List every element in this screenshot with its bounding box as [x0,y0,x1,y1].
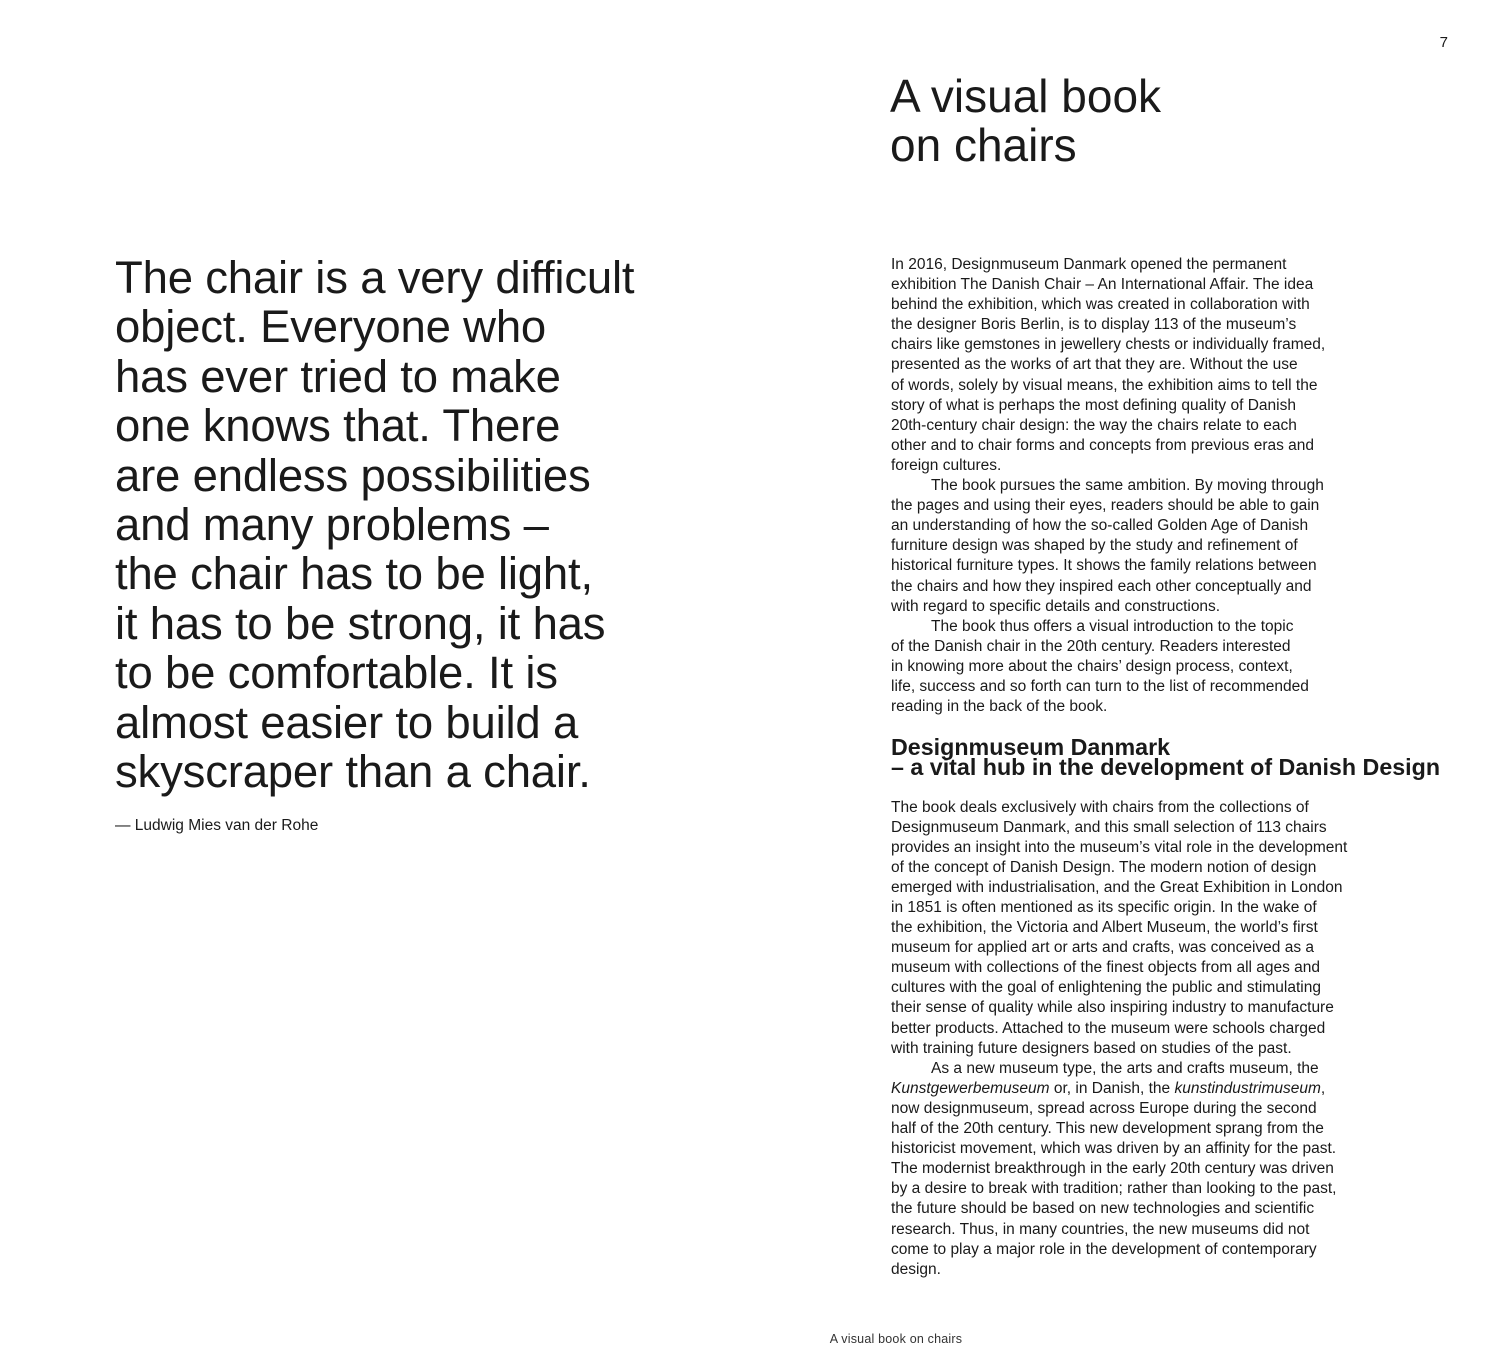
text-line: the pages and using their eyes, readers should be able to gain [891,497,1320,515]
text-line: historicist movement, which was driven by an affinity for the past. [891,1140,1337,1158]
text-line: historical furniture types. It shows the family relations between [891,557,1317,575]
text-line: the exhibition, the Victoria and Albert Museum, the world’s first [891,919,1318,937]
section-paragraph-2 [891,1059,1451,1280]
term-connector: or, in Danish, the [1049,1079,1175,1097]
text-line: of words, solely by visual means, the exhibition aims to tell the [891,376,1318,394]
text-line: research. Thus, in many countries, the new museums did not [891,1220,1310,1238]
intro-paragraph-1 [891,255,1451,476]
text-line: the future should be based on new technologies and scientific [891,1200,1315,1218]
text-line: presented as the works of art that they are. Without the use [891,356,1298,374]
text-line: with training future designers based on studies of the past. [891,1039,1292,1057]
text-line: furniture design was shaped by the study and refinement of [891,537,1298,555]
quote-line: the chair has to be light, [115,548,593,600]
text-line: story of what is perhaps the most defining quality of Danish [891,396,1296,414]
text-line: life, success and so forth can turn to the list of recommended [891,677,1309,695]
text-line: in knowing more about the chairs’ design process, context, [891,657,1293,675]
quote-line: almost easier to build a [115,696,579,748]
page-heading-line: A visual book [890,70,1162,122]
text-line: come to play a major role in the development of contemporary [891,1240,1317,1258]
quote-line: The chair is a very difficult [115,252,635,303]
intro-paragraph-3 [891,617,1451,717]
text-line: the chairs and how they inspired each other conceptually and [891,577,1312,595]
quote-line: are endless possibilities [115,449,591,501]
section-subheading [891,734,1451,781]
text-line: The book pursues the same ambition. By moving through [931,477,1324,495]
text-line: museum for applied art or arts and crafts, was conceived as a [891,939,1315,957]
text-line: of the Danish chair in the 20th century. Readers interested [891,637,1291,655]
text-line: The book thus offers a visual introduction to the topic [931,617,1294,635]
text-line: by a desire to break with tradition; rather than looking to the past, [891,1180,1337,1198]
text-line: The book deals exclusively with chairs from the collections of [891,798,1309,816]
text-line: their sense of quality while also inspiring industry to manufacture [891,999,1334,1017]
text-line: In 2016, Designmuseum Danmark opened the permanent [891,256,1287,273]
text-line: Designmuseum Danmark, and this small selection of 113 chairs [891,818,1327,836]
text-line: reading in the back of the book. [891,698,1108,716]
text-line: As a new museum type, the arts and crafts museum, the [931,1059,1319,1077]
subheading-line: – a vital hub in the development of Danish Design [891,754,1441,781]
quote-line: one knows that. There [115,400,561,452]
body-text-column [891,255,1451,1280]
text-line: foreign cultures. [891,456,1002,474]
pull-quote [115,253,785,836]
text-line: the designer Boris Berlin, is to display 113 of the museum’s [891,316,1297,334]
text-line: with regard to specific details and constructions. [891,597,1221,615]
text-line: 20th-century chair design: the way the chairs relate to each [891,416,1297,434]
text-line: cultures with the goal of enlightening the public and stimulating [891,979,1321,997]
page-heading-line: on chairs [890,119,1077,171]
text-line: The modernist breakthrough in the early 20th century was driven [891,1160,1334,1178]
text-line: provides an insight into the museum’s vital role in the development [891,838,1348,856]
text-line: in 1851 is often mentioned as its specific origin. In the wake of [891,899,1317,916]
text-line: half of the 20th century. This new development sprang from the [891,1120,1324,1138]
page-heading [890,72,1410,170]
text-line: design. [891,1260,941,1278]
quote-line: object. Everyone who [115,301,547,353]
quote-line: it has to be strong, it has [115,597,606,649]
subheading-line: Designmuseum Danmark [891,734,1171,761]
text-line: of the concept of Danish Design. The modern notion of design [891,858,1317,876]
text-line: emerged with industrialisation, and the Great Exhibition in London [891,878,1343,896]
text-line-with-terms [891,1079,1451,1099]
quote-attribution: — Ludwig Mies van der Rohe [115,817,319,835]
text-line: other and to chair forms and concepts from previous eras and [891,436,1315,454]
text-line: museum with collections of the finest objects from all ages and [891,959,1321,977]
section-paragraph-1 [891,798,1451,1059]
text-line: an understanding of how the so-called Golden Age of Danish [891,517,1309,535]
term-kunstgewerbemuseum: Kunstgewerbemuseum [891,1079,1050,1097]
text-line: chairs like gemstones in jewellery chests or individually framed, [891,336,1326,354]
quote-line: has ever tried to make [115,350,561,402]
page-number: 7 [1439,34,1448,51]
intro-paragraph-2 [891,476,1451,617]
running-footer: A visual book on chairs [829,1332,963,1346]
quote-line: to be comfortable. It is [115,647,558,699]
text-line: better products. Attached to the museum were schools charged [891,1019,1326,1037]
text-line: behind the exhibition, which was created in collaboration with [891,296,1310,314]
quote-line: skyscraper than a chair. [115,746,591,798]
quote-line: and many problems – [115,499,549,551]
text-line: exhibition The Danish Chair – An International Affair. The idea [891,276,1314,294]
term-comma: , [1320,1079,1326,1097]
quote-text [115,253,785,796]
text-line: now designmuseum, spread across Europe during the second [891,1099,1317,1117]
term-kunstindustrimuseum: kunstindustrimuseum [1174,1079,1321,1097]
